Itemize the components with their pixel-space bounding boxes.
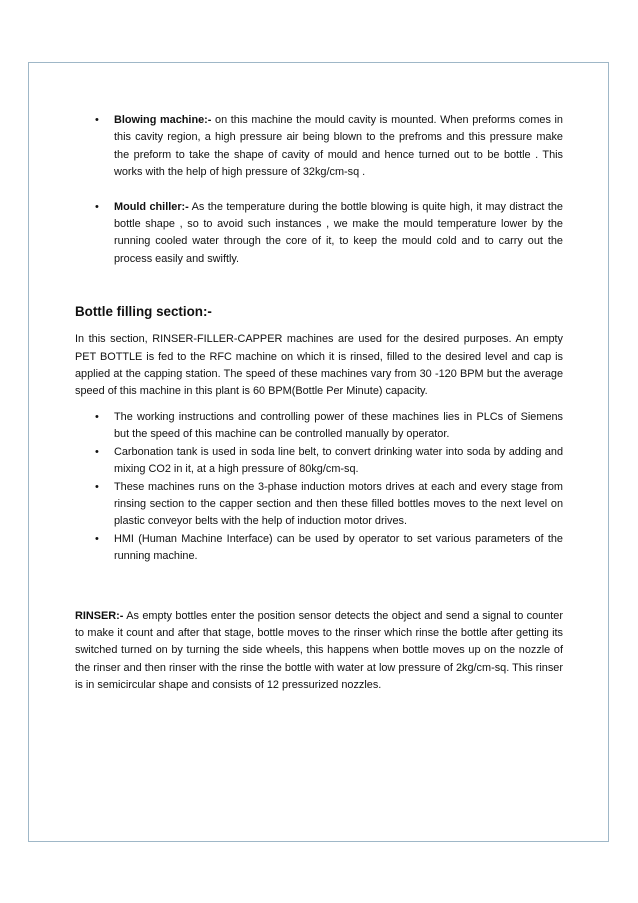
list-item <box>75 444 563 479</box>
term-blowing-machine: Blowing machine:- <box>114 114 212 126</box>
list-item <box>75 531 563 566</box>
list-item <box>75 199 563 269</box>
term-mould-chiller: Mould chiller:- <box>114 200 189 213</box>
item-text: Carbonation tank is used in soda line belt, to convert drinking water into soda by adding and mixing CO2 in it, at a high pressure of 80kg/cm-sq. <box>114 445 563 476</box>
list-item <box>75 112 563 182</box>
item-text: HMI (Human Machine Interface) can be used by operator to set various parameters of the running machine. <box>114 532 563 563</box>
bullet-icon: • <box>95 480 99 493</box>
rfc-notes-list <box>75 409 563 566</box>
bullet-icon: • <box>95 114 99 126</box>
item-text: As the temperature during the bottle blowing is quite high, it may distract the bottle shape , so to avoid such instances , we make the mould temperature lower by the running cooled water through the core of it, to keep the mould cold and to carry out the process easily and swiftly. <box>114 200 563 265</box>
section-heading: Bottle filling section:- <box>75 304 212 320</box>
rinser-text: As empty bottles enter the position sensor detects the object and send a signal to counter to make it count and after that stage, bottle moves to the rinser which rinse the bottle after getting its switched turned on by turning the side wheels, this happens when bottle moves up on the nozzle of the rinser and then rinser with the rinse the bottle with water at low pressure of 2kg/cm-sq. This rinser is in semicircular shape and consists of 12 pressurized nozzles. <box>75 609 563 692</box>
section-intro: In this section, RINSER-FILLER-CAPPER machines are used for the desired purposes. An empty PET BOTTLE is fed to the RFC machine on which it is rinsed, filled to the desired level and cap is applied at the capping station. The speed of these machines vary from 30 -120 BPM but the average speed of this machine in this plant is 60 BPM(Bottle Per Minute) capacity. <box>75 333 563 398</box>
machine-list <box>75 112 563 268</box>
bullet-icon: • <box>95 445 99 458</box>
term-rinser: RINSER:- <box>75 609 124 622</box>
item-text: These machines runs on the 3-phase induction motors drives at each and every stage from rinsing section to the capper section and then these filled bottles moves to the next level on plastic conveyor belts with the help of induction motor drives. <box>114 480 563 528</box>
bullet-icon: • <box>95 200 99 213</box>
bullet-icon: • <box>95 410 99 423</box>
bullet-icon: • <box>95 532 99 545</box>
document-body <box>75 112 563 695</box>
rinser-paragraph <box>75 608 563 695</box>
list-item <box>75 479 563 531</box>
item-text: The working instructions and controlling power of these machines lies in PLCs of Siemens but the speed of this machine can be controlled manually by operator. <box>114 410 563 441</box>
item-text: on this machine the mould cavity is mounted. When preforms comes in this cavity region, a high pressure air being blown to the prefroms and this pressure make the preform to take the shape of cavity of mould and hence turned out to be bottle . This works with the help of high pressure of 32kg/cm-sq . <box>114 114 563 179</box>
list-item <box>75 409 563 444</box>
